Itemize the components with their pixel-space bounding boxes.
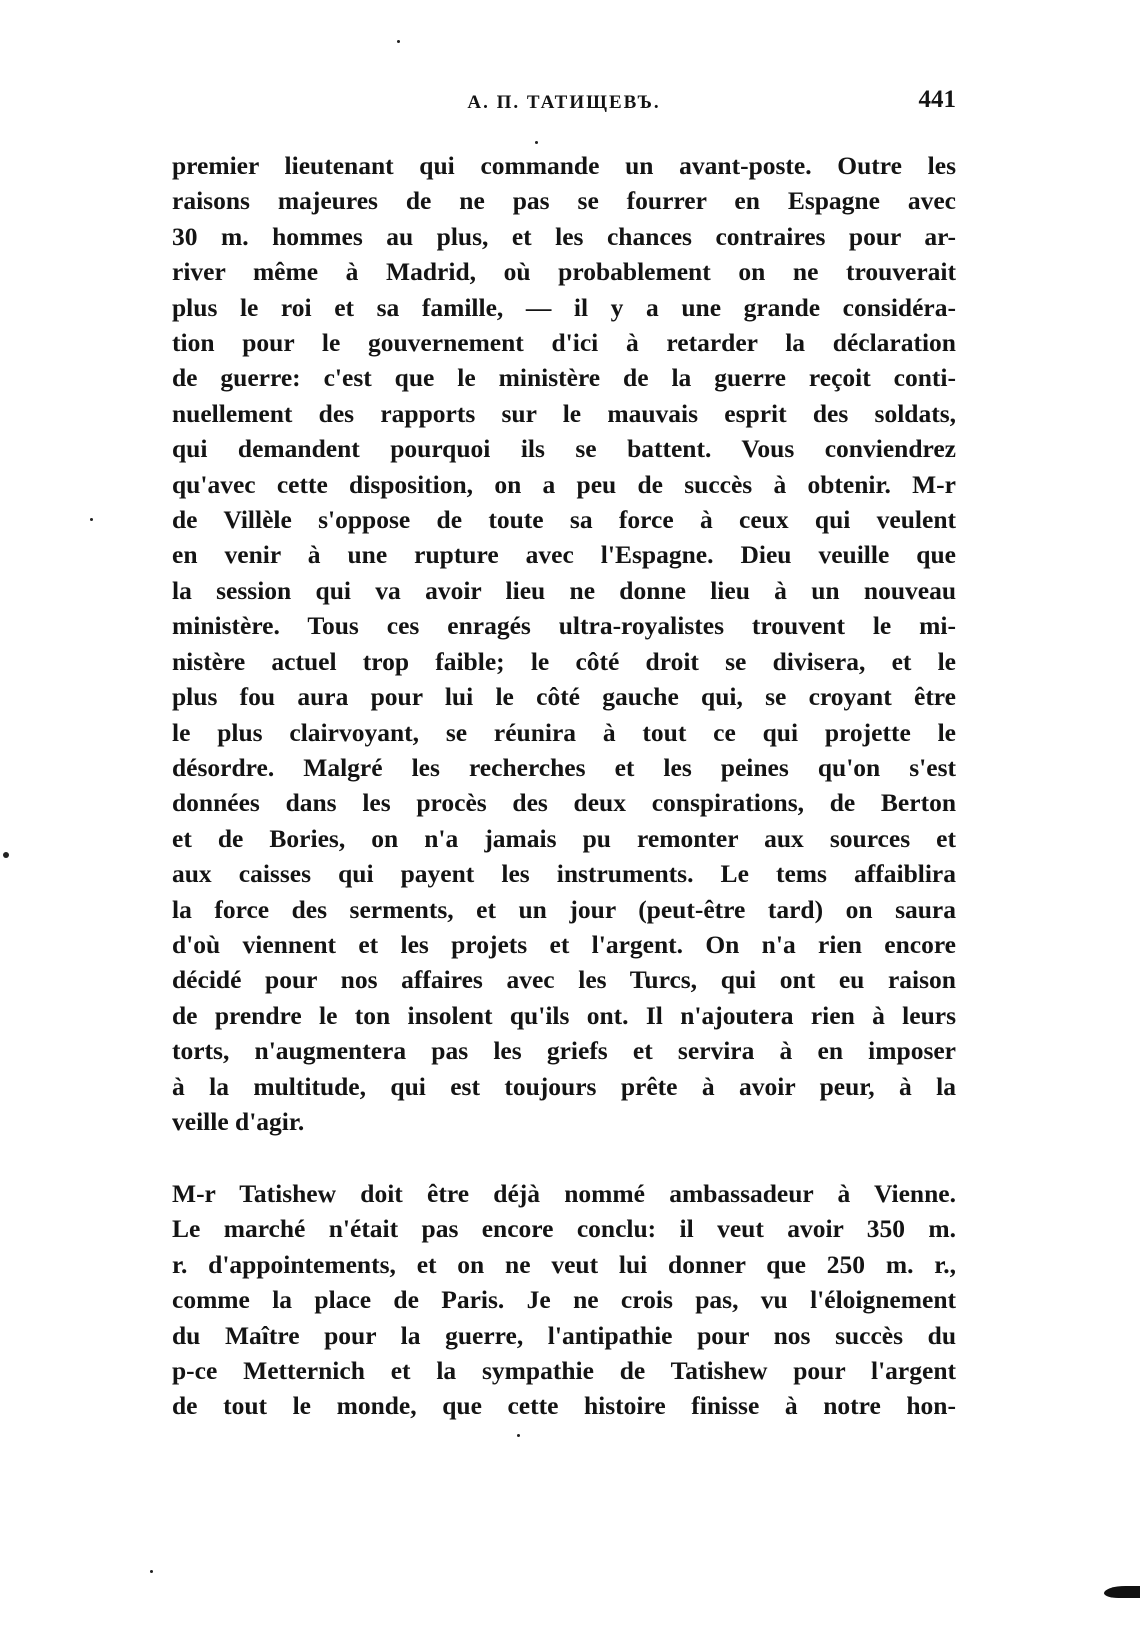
text-line: veille d'agir. <box>172 1106 305 1136</box>
text-line: et de Bories, on n'a jamais pu remonter aux sources et <box>172 823 956 853</box>
text-line: en venir à une rupture avec l'Espagne. Dieu veuille que <box>172 540 956 570</box>
text-line: de Villèle s'oppose de toute sa force à ceux qui veulent <box>172 505 956 535</box>
scan-speck <box>150 1570 153 1573</box>
running-head <box>172 86 956 118</box>
text-line: du Maître pour la guerre, l'antipathie pour nos succès du <box>172 1320 956 1350</box>
text-line: aux caisses qui payent les instruments. Le tems affaiblira <box>172 859 956 889</box>
text-line: premier lieutenant qui commande un avant-poste. Outre les <box>172 151 956 180</box>
text-line: p-ce Metternich et la sympathie de Tatishew pour l'argent <box>172 1356 956 1386</box>
text-line: à la multitude, qui est toujours prête à avoir peur, à la <box>172 1071 956 1101</box>
text-line: données dans les procès des deux conspirations, de Berton <box>172 788 956 818</box>
scan-speck <box>535 141 538 144</box>
text-line: la force des serments, et un jour (peut-être tard) on saura <box>172 894 956 924</box>
text-line: de tout le monde, que cette histoire finisse à notre hon- <box>172 1391 956 1421</box>
text-line: river même à Madrid, où probablement on ne trouverait <box>172 257 956 287</box>
scan-speck <box>397 40 400 43</box>
text-line: qu'avec cette disposition, on a peu de succès à obtenir. M-r <box>172 469 956 499</box>
text-line: de prendre le ton insolent qu'ils ont. Il n'ajoutera rien à leurs <box>172 1000 956 1030</box>
text-line: torts, n'augmentera pas les griefs et servira à en imposer <box>172 1036 956 1066</box>
page-number: 441 <box>918 86 956 113</box>
text-line: raisons majeures de ne pas se fourrer en Espagne avec <box>172 186 956 216</box>
text-line: la session qui va avoir lieu ne donne lieu à un nouveau <box>172 575 956 605</box>
text-line: de guerre: c'est que le ministère de la guerre reçoit conti- <box>172 363 956 393</box>
text-line: tion pour le gouvernement d'ici à retarder la déclaration <box>172 328 956 358</box>
scan-speck <box>517 1434 520 1437</box>
scan-speck <box>3 852 9 858</box>
scan-speck <box>90 518 93 521</box>
text-line: d'où viennent et les projets et l'argent. On n'a rien encore <box>172 929 956 959</box>
text-line: le plus clairvoyant, se réunira à tout ce qui projette le <box>172 717 956 747</box>
text-line: M-r Tatishew doit être déjà nommé ambassadeur à Vienne. <box>172 1179 956 1208</box>
scan-smudge <box>1104 1586 1140 1598</box>
text-line: désordre. Malgré les recherches et les peines qu'on s'est <box>172 752 956 782</box>
text-line: ministère. Tous ces enragés ultra-royalistes trouvent le mi- <box>172 611 956 641</box>
paragraph-1 <box>172 148 956 1139</box>
text-line: plus le roi et sa famille, — il y a une grande considéra- <box>172 292 956 322</box>
text-line: plus fou aura pour lui le côté gauche qui, se croyant être <box>172 682 956 712</box>
text-line: décidé pour nos affaires avec les Turcs, qui ont eu raison <box>172 965 956 995</box>
text-line: r. d'appointements, et on ne veut lui donner que 250 m. r., <box>172 1249 956 1279</box>
text-line: nistère actuel trop faible; le côté droit se divisera, et le <box>172 646 956 676</box>
text-line: qui demandent pourquoi ils se battent. Vous conviendrez <box>172 434 956 464</box>
text-line: 30 m. hommes au plus, et les chances contraires pour ar- <box>172 221 956 251</box>
text-line: nuellement des rapports sur le mauvais esprit des soldats, <box>172 398 956 428</box>
running-title: А. П. ТАТИЩЕВЪ. <box>467 92 661 113</box>
paragraph-2 <box>172 1176 956 1424</box>
text-line: comme la place de Paris. Je ne crois pas, vu l'éloignement <box>172 1285 956 1315</box>
text-line: Le marché n'était pas encore conclu: il veut avoir 350 m. <box>172 1214 956 1244</box>
